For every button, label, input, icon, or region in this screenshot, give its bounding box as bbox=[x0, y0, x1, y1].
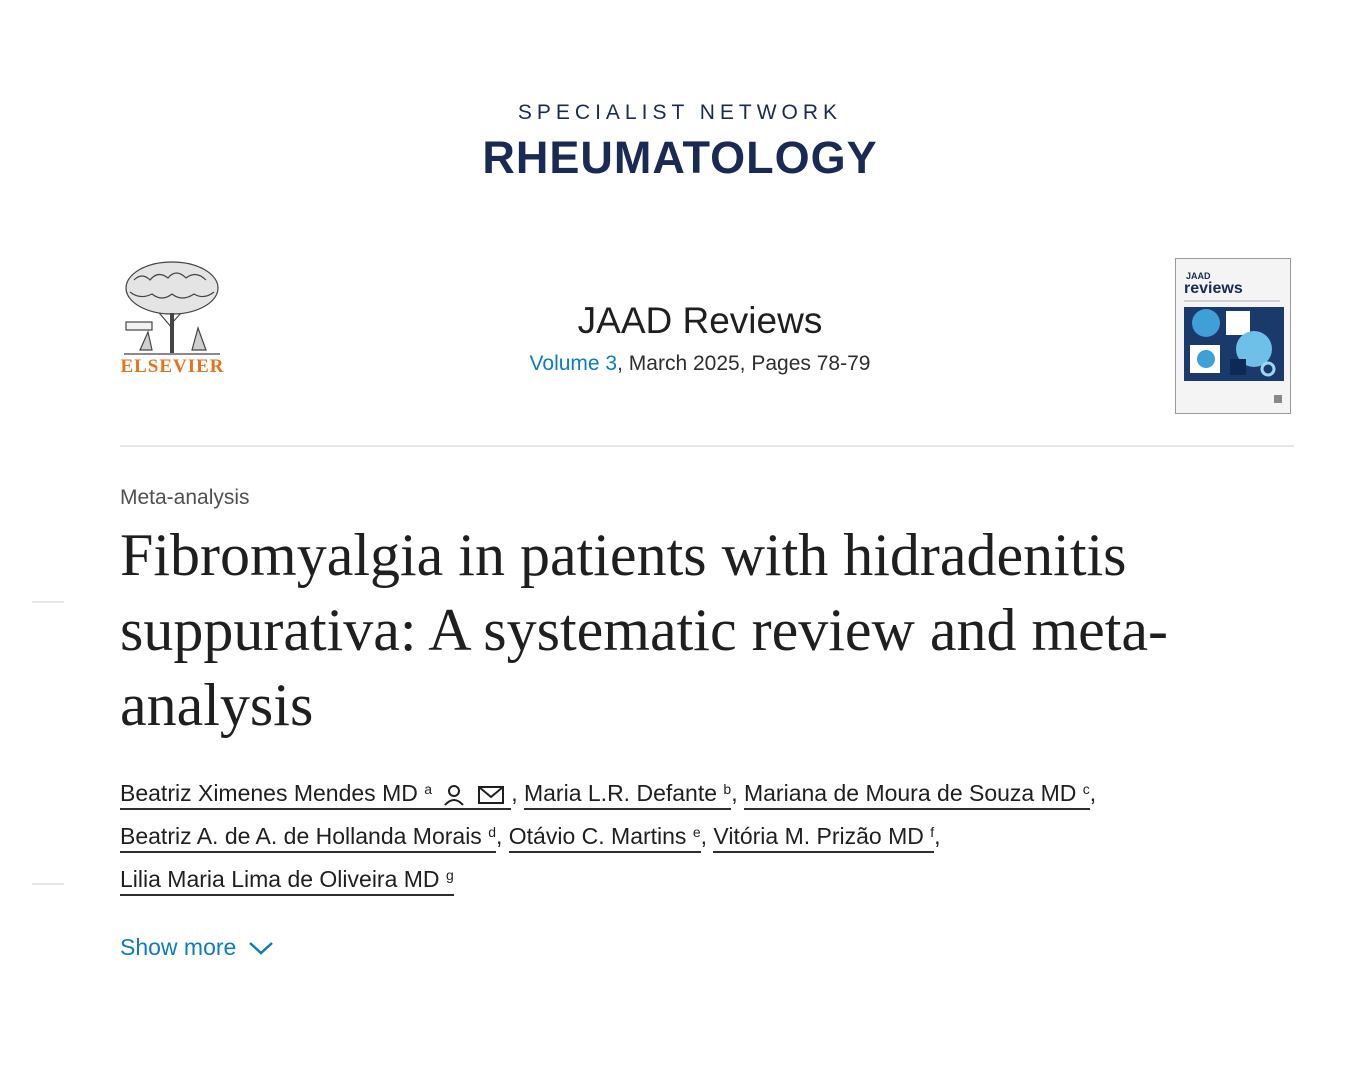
author-link[interactable] bbox=[713, 823, 934, 853]
author-link[interactable] bbox=[120, 780, 511, 810]
author-link[interactable] bbox=[524, 780, 731, 810]
person-icon bbox=[442, 783, 466, 807]
journal-title[interactable]: JAAD Reviews bbox=[577, 300, 823, 341]
show-more-label: Show more bbox=[120, 934, 237, 960]
article-title: Fibromyalgia in patients with hidradenitis suppurativa: A systematic review and meta-analysis bbox=[120, 522, 1169, 738]
volume-link[interactable]: Volume 3 bbox=[529, 352, 618, 375]
author-list: Beatriz Ximenes Mendes MD $^a$ , Maria L.R. Defante $^b$, Mariana de Moura de Souza MD $^c$, Beatriz A. de A. de Hollanda Morais $^d$, Otávio C. Martins $^e$, Vitória M. Prizão MD $^f$, Lilia Maria Lima de Oliveira MD $^g$ bbox=[120, 772, 1300, 901]
affiliation-marker: a bbox=[424, 781, 433, 797]
author-name: Beatriz Ximenes Mendes MD bbox=[120, 780, 418, 806]
brand-title: RHEUMATOLOGY bbox=[482, 132, 878, 183]
affiliation-marker: e bbox=[692, 824, 701, 840]
journal-cover-image[interactable] bbox=[1175, 258, 1291, 414]
header-divider bbox=[120, 445, 1294, 447]
affiliation-marker: d bbox=[488, 824, 496, 840]
author-link[interactable] bbox=[120, 823, 496, 853]
affiliation-marker: f bbox=[930, 824, 935, 840]
cover-brand-large: reviews bbox=[1184, 280, 1243, 297]
affiliation-marker: b bbox=[723, 781, 732, 797]
brand-subtitle: SPECIALIST NETWORK bbox=[517, 101, 843, 124]
author-link[interactable] bbox=[120, 866, 454, 896]
affiliation-marker: c bbox=[1082, 781, 1090, 797]
show-more-button[interactable] bbox=[120, 934, 274, 961]
author-name: Lilia Maria Lima de Oliveira MD bbox=[120, 866, 440, 892]
issue-date-pages: , March 2025, Pages 78-79 bbox=[617, 352, 871, 375]
author-name: Vitória M. Prizão MD bbox=[713, 823, 924, 849]
author-name: Maria L.R. Defante bbox=[523, 780, 718, 806]
cover-artwork bbox=[1176, 259, 1290, 413]
author-link[interactable] bbox=[509, 823, 701, 853]
affiliation-marker: g bbox=[445, 867, 454, 883]
side-rule bbox=[32, 601, 64, 603]
author-name: Otávio C. Martins bbox=[508, 823, 687, 849]
elsevier-wordmark: ELSEVIER bbox=[120, 356, 225, 377]
author-name: Beatriz A. de A. de Hollanda Morais bbox=[120, 823, 482, 849]
article-type: Meta-analysis bbox=[120, 486, 250, 509]
mail-icon bbox=[477, 784, 505, 806]
journal-issue-info bbox=[400, 352, 1000, 376]
cover-brand-small: JAAD bbox=[1186, 271, 1211, 281]
author-name: Mariana de Moura de Souza MD bbox=[743, 780, 1077, 806]
author-link[interactable] bbox=[744, 780, 1090, 810]
journal-header bbox=[400, 298, 1000, 376]
side-rule bbox=[32, 883, 64, 885]
chevron-down-icon bbox=[248, 940, 274, 956]
brand-header bbox=[0, 100, 1360, 184]
